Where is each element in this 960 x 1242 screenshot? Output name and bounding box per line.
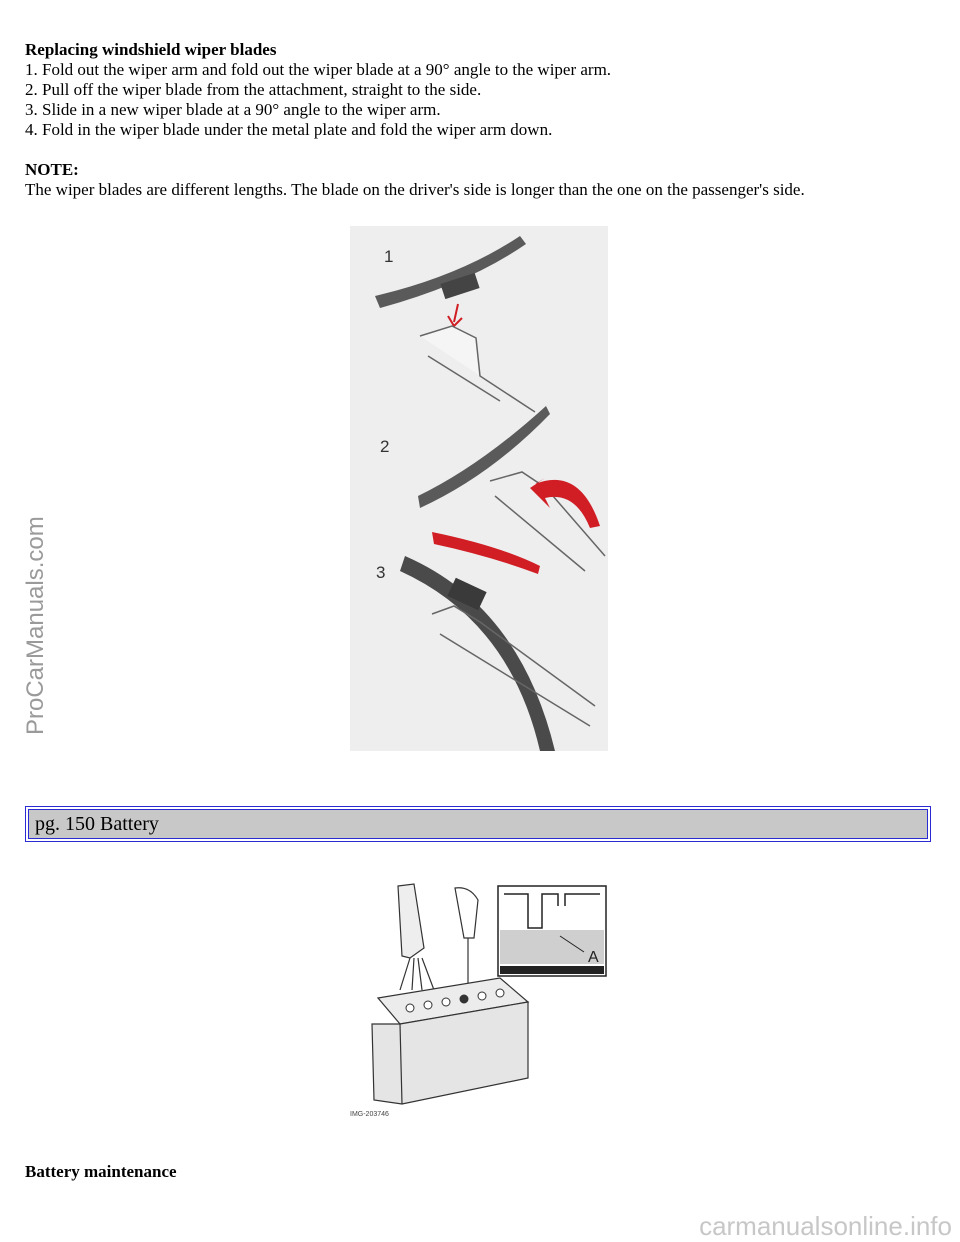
wiper-heading: Replacing windshield wiper blades <box>25 40 277 59</box>
image-code: IMG-203746 <box>350 1111 389 1118</box>
battery-cap-4 <box>460 995 468 1003</box>
note-label: NOTE: <box>25 160 79 179</box>
battery-maintenance-illustration <box>350 878 608 1120</box>
filling-bottle <box>398 884 424 958</box>
wiper-step-4: 4. Fold in the wiper blade under the metal plate and fold the wiper arm down. <box>25 120 553 139</box>
battery-cap-5 <box>478 992 486 1000</box>
step-label-2: 2 <box>380 437 390 456</box>
wiper-step-1: 1. Fold out the wiper arm and fold out the wiper blade at a 90° angle to the wiper arm. <box>25 60 612 79</box>
step-label-1: 1 <box>384 247 394 266</box>
step-label-3: 3 <box>376 563 386 582</box>
wiper-step-3: 3. Slide in a new wiper blade at a 90° angle to the wiper arm. <box>25 100 441 119</box>
wiper-instructions <box>25 40 937 200</box>
battery-cap-6 <box>496 989 504 997</box>
dropper <box>455 888 478 938</box>
inset-plates <box>500 966 604 974</box>
battery-cap-2 <box>424 1001 432 1009</box>
note-text: The wiper blades are different lengths. The blade on the driver's side is longer than the one on the passenger's side. <box>25 180 805 199</box>
battery-cap-1 <box>406 1004 414 1012</box>
side-watermark: ProCarManuals.com <box>22 516 49 735</box>
section-title: pg. 150 Battery <box>28 809 928 839</box>
section-title-bar <box>25 806 931 842</box>
wiper-replacement-illustration <box>350 226 608 751</box>
battery-cap-3 <box>442 998 450 1006</box>
inset-callout-label: A <box>588 949 599 966</box>
battery-maintenance-heading: Battery maintenance <box>25 1162 177 1181</box>
bottom-watermark: carmanualsonline.info <box>699 1211 952 1241</box>
bottle-spray <box>400 958 434 990</box>
wiper-step-2: 2. Pull off the wiper blade from the attachment, straight to the side. <box>25 80 482 99</box>
note-block <box>25 160 937 200</box>
